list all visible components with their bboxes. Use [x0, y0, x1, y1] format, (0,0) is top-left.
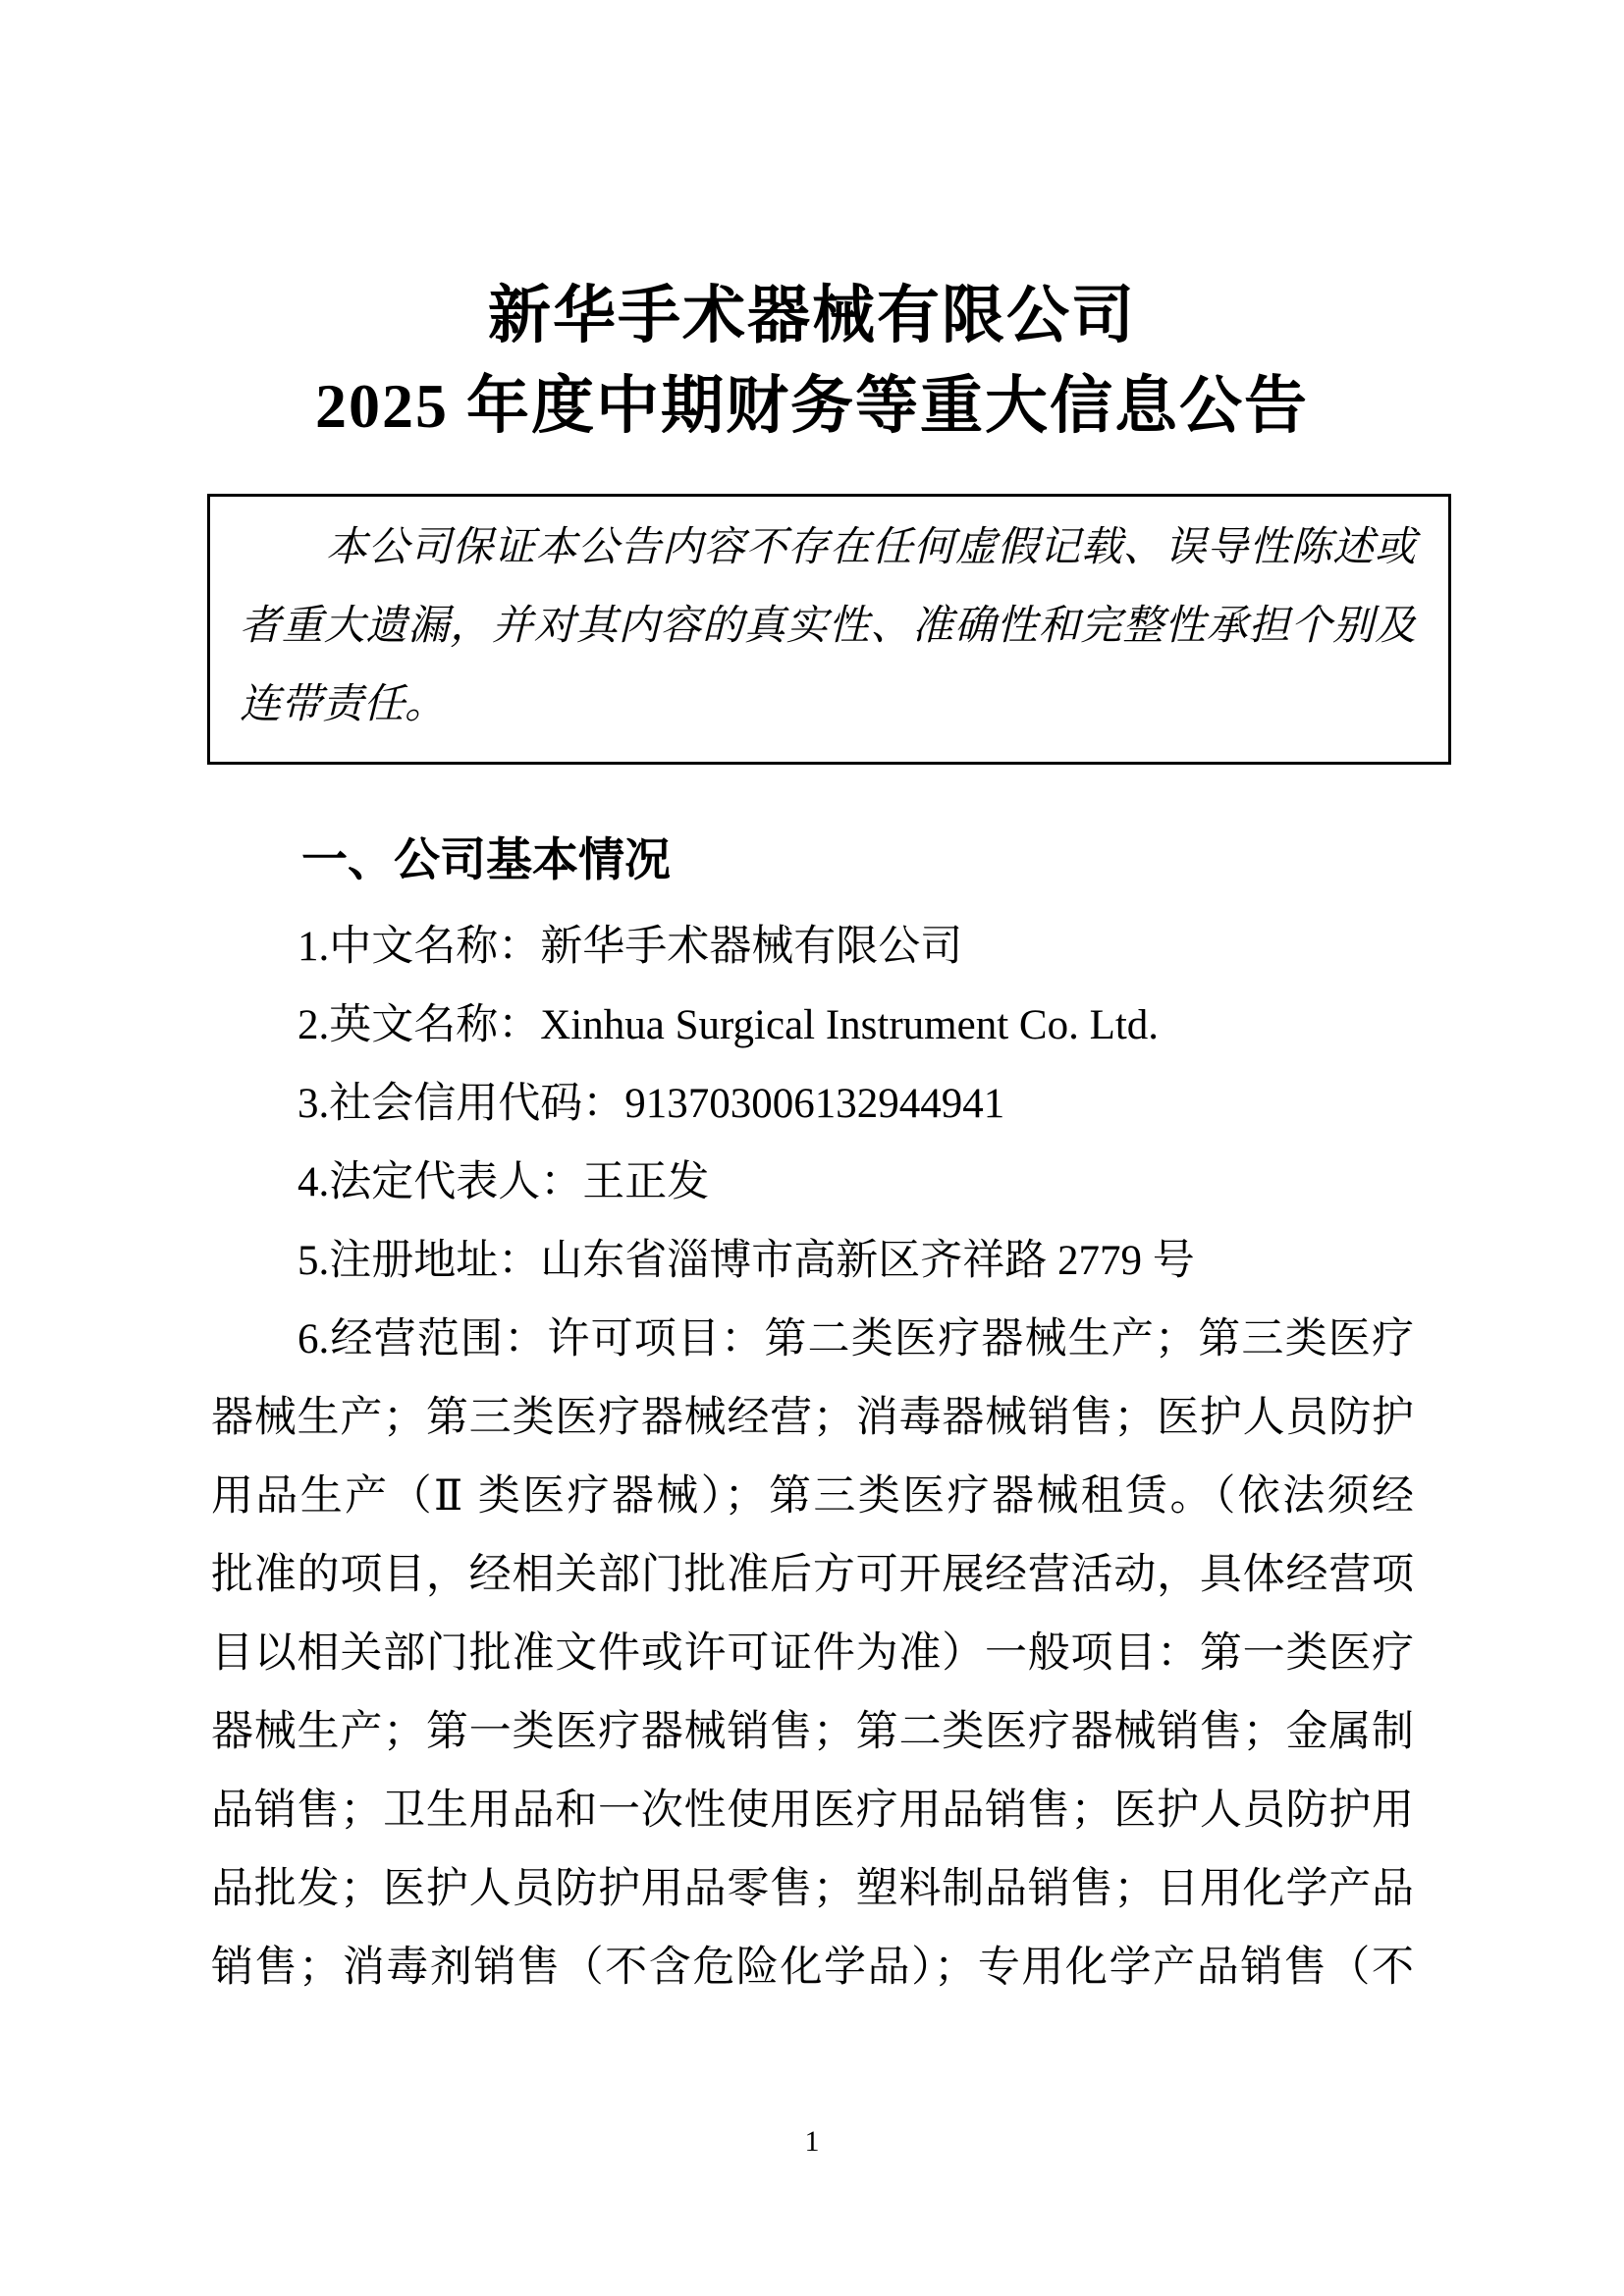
- item-business-scope-line-1: 6.经营范围：许可项目：第二类医疗器械生产；第三类医疗: [298, 1316, 1414, 1362]
- section-body: [211, 908, 1414, 2007]
- disclaimer-line-2: 者重大遗漏，并对其内容的真实性、准确性和完整性承担个别及: [240, 604, 1416, 649]
- item-business-scope-line-6: 器械生产；第一类医疗器械销售；第二类医疗器械销售；金属制: [211, 1709, 1414, 1755]
- item-business-scope-line-4: 批准的项目，经相关部门批准后方可开展经营活动，具体经营项: [211, 1552, 1414, 1598]
- item-legal-representative: 4.法定代表人：王正发: [298, 1159, 710, 1205]
- item-registered-address: 5.注册地址：山东省淄博市高新区齐祥路 2779 号: [298, 1238, 1195, 1284]
- item-chinese-name: 1.中文名称：新华手术器械有限公司: [298, 924, 963, 970]
- item-english-name: 2.英文名称：Xinhua Surgical Instrument Co. Ltd.: [298, 1002, 1160, 1048]
- item-business-scope-line-9: 销售；消毒剂销售（不含危险化学品）；专用化学产品销售（不: [211, 1945, 1414, 1991]
- item-social-credit-code: 3.社会信用代码：913703006132944941: [298, 1081, 1005, 1127]
- document-title-line1: 新华手术器械有限公司: [488, 281, 1136, 350]
- disclaimer-box: [207, 494, 1451, 765]
- disclaimer-line-1: 本公司保证本公告内容不存在任何虚假记载、误导性陈述或: [326, 525, 1416, 570]
- item-business-scope-line-2: 器械生产；第三类医疗器械经营；消毒器械销售；医护人员防护: [211, 1395, 1414, 1441]
- item-business-scope-line-5: 目以相关部门批准文件或许可证件为准）一般项目：第一类医疗: [211, 1630, 1414, 1677]
- document-title-line2: 2025 年度中期财务等重大信息公告: [315, 371, 1309, 441]
- document-title: [0, 271, 1624, 452]
- item-business-scope-line-8: 品批发；医护人员防护用品零售；塑料制品销售；日用化学产品: [211, 1866, 1414, 1912]
- section-heading-company-basic-info: 一、公司基本情况: [301, 833, 671, 885]
- item-business-scope-line-3: 用品生产（Ⅱ 类医疗器械）；第三类医疗器械租赁。（依法须经: [211, 1473, 1414, 1520]
- item-business-scope-line-7: 品销售；卫生用品和一次性使用医疗用品销售；医护人员防护用: [211, 1788, 1414, 1834]
- disclaimer-line-3: 连带责任。: [240, 682, 447, 727]
- page-number: 1: [804, 2125, 820, 2158]
